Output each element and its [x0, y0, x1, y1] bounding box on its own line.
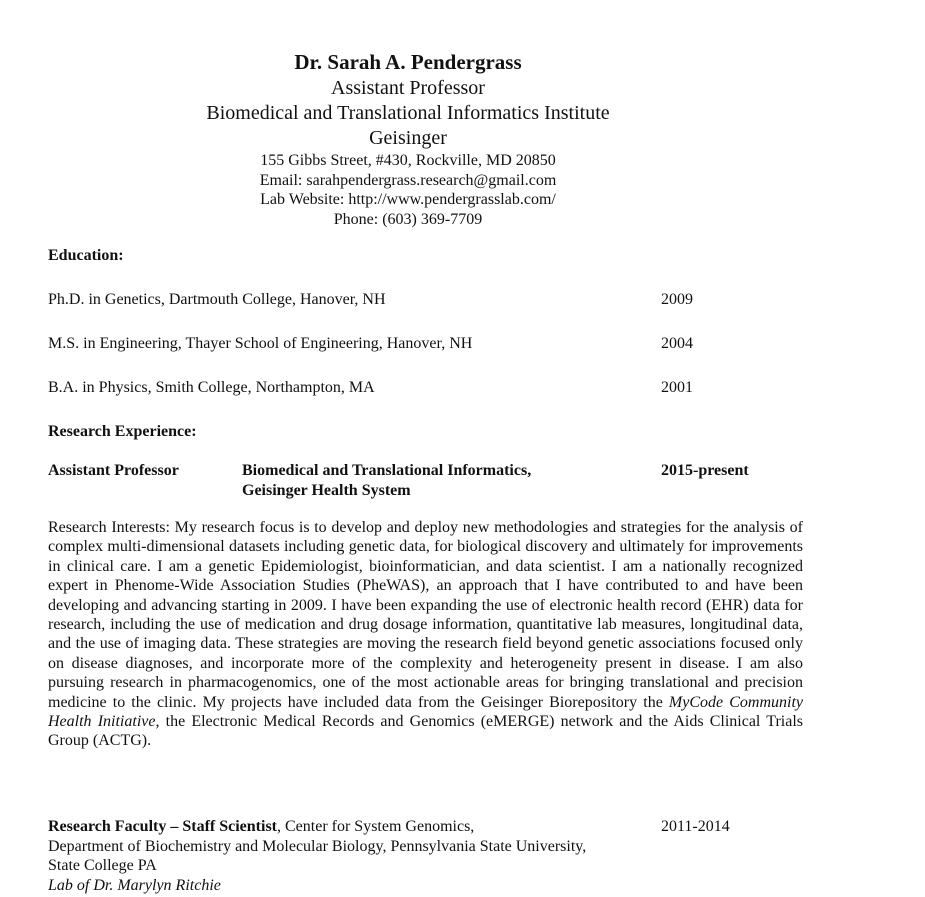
- author-email: Email: sarahpendergrass.research@gmail.com: [259, 171, 557, 189]
- research-interests-paragraph: [48, 518, 803, 751]
- education-heading: Education:: [48, 247, 124, 264]
- job2-line1: [48, 817, 474, 837]
- job1-title: Assistant Professor: [48, 462, 179, 479]
- job1-years: 2015-present: [661, 462, 749, 479]
- job1-org-line2: Geisinger Health System: [242, 482, 411, 499]
- author-name: Dr. Sarah A. Pendergrass: [294, 50, 522, 74]
- education-degree-3: B.A. in Physics, Smith College, Northampton, MA: [48, 379, 375, 396]
- job2-org-line3: State College PA: [48, 857, 157, 874]
- author-website: Lab Website: http://www.pendergrasslab.com/: [260, 191, 556, 208]
- job1-org-line1: Biomedical and Translational Informatics,: [242, 462, 532, 479]
- research-interests-text: Research Interests: My research focus is to develop and deploy new methodologies and strategies for the analysis of complex multi-dimensional datasets including genetic data, for biological discovery and ultimately for improvements in clinical care. I am a genetic Epidemiologist, bioinformatician, and data scientist. I am a nationally recognized expert in Phenome-Wide Association Studies (PheWAS), an approach that I have contributed to and have been developing and advancing starting in 2009. I have been expanding the use of electronic health record (EHR) data for research, including the use of medication and drug dosage information, quantitative lab measures, longitudinal data, and the use of imaging data. These strategies are moving the research field beyond genetic associations focused only on disease diagnoses, and incorporate more of the complexity and heterogeneity present in disease. I am also pursuing research in pharmacogenomics, one of the most actionable areas for bringing translational and precision medicine to the clinic. My projects have included data from the Geisinger Biorepository the: [48, 519, 803, 711]
- job2-lab: Lab of Dr. Marylyn Ritchie: [48, 877, 221, 894]
- research-heading: Research Experience:: [48, 423, 197, 440]
- job2-title: Research Faculty – Staff Scientist: [48, 818, 277, 835]
- education-year-3: 2001: [661, 379, 693, 396]
- education-degree-1: Ph.D. in Genetics, Dartmouth College, Hanover, NH: [48, 291, 386, 308]
- education-degree-2: M.S. in Engineering, Thayer School of Engineering, Hanover, NH: [48, 335, 473, 352]
- education-year-2: 2004: [661, 335, 693, 352]
- mycode-initiative: MyCode Community Health Initiative: [48, 693, 803, 731]
- cv-header: [0, 48, 816, 229]
- author-address: 155 Gibbs Street, #430, Rockville, MD 20850: [260, 152, 556, 169]
- author-phone: Phone: (603) 369-7709: [333, 210, 483, 228]
- research-interests-text-end: , the Electronic Medical Records and Genomics (eMERGE) network and the Aids Clinical Trials Group (ACTG).: [48, 713, 803, 750]
- author-organization: Geisinger: [369, 127, 447, 149]
- author-institute: Biomedical and Translational Informatics Institute: [206, 102, 610, 124]
- author-position: Assistant Professor: [331, 77, 485, 99]
- education-year-1: 2009: [661, 291, 693, 308]
- job2-org-line1: , Center for System Genomics,: [277, 818, 475, 835]
- job2-years: 2011-2014: [661, 818, 730, 835]
- job2-org-line2: Department of Biochemistry and Molecular Biology, Pennsylvania State University,: [48, 838, 587, 855]
